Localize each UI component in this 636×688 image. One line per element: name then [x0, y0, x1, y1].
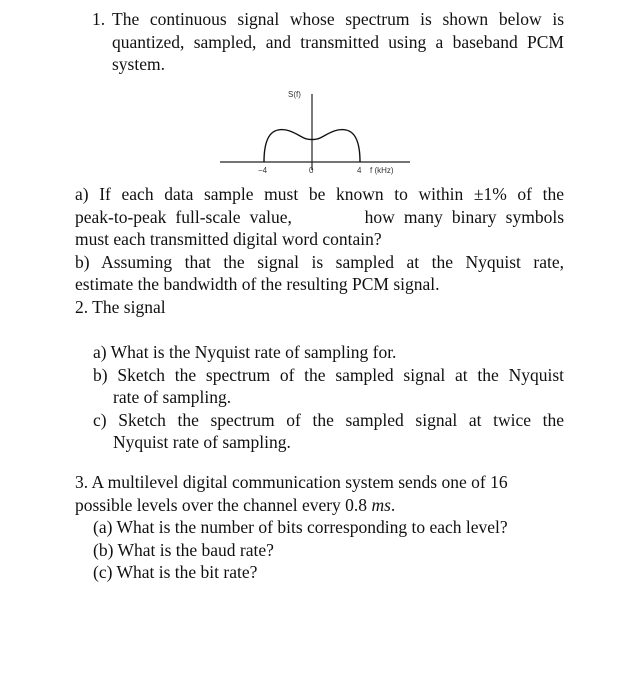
q1b-line-1: b) Assuming that the signal is sampled at the Nyquist rate, — [75, 251, 564, 272]
q1-number: 1. — [92, 9, 106, 29]
spectrum-figure — [220, 90, 420, 180]
q1-intro-line-2: quantized, sampled, and transmitted using a baseband PCM — [112, 31, 564, 52]
q2c-line-2: Nyquist rate of sampling. — [113, 432, 291, 452]
q1-intro-line-3: system. — [112, 54, 165, 74]
q1a-line-1: a) If each data sample must be known to within ±1% of the — [75, 184, 564, 204]
q2b-line-1: b) Sketch the spectrum of the sampled signal at the Nyquist — [93, 364, 564, 385]
q1-parts — [75, 183, 564, 318]
q1-intro — [92, 8, 564, 76]
q3-intro-line-2 — [75, 494, 564, 517]
q2-heading: 2. The signal — [75, 296, 166, 317]
q3-intro-line-1: 3. A multilevel digital communication system sends one of 16 — [75, 472, 508, 492]
q3a: (a) What is the number of bits corresponding to each level? — [93, 517, 508, 537]
q1a-line-2: peak-to-peak full-scale value, how many binary symbols — [75, 206, 564, 227]
y-axis-label: S(f) — [288, 90, 301, 99]
q3-intro-line-2-end: . — [390, 494, 396, 515]
tick-label-zero: 0 — [309, 166, 314, 175]
q2a: a) What is the Nyquist rate of sampling for. — [93, 342, 397, 362]
q3c: (c) What is the bit rate? — [93, 562, 258, 582]
q3b: (b) What is the baud rate? — [93, 539, 274, 560]
q1b-line-2: estimate the bandwidth of the resulting PCM signal. — [75, 274, 440, 294]
q2-parts — [93, 341, 564, 454]
q3-intro-line-2-text: possible levels over the channel every 0.8 — [75, 494, 372, 515]
q3-unit-ms: ms — [371, 494, 391, 515]
x-axis-label: f (kHz) — [370, 166, 394, 175]
q2b-line-2: rate of sampling. — [113, 387, 232, 407]
tick-label-neg4: −4 — [258, 166, 268, 175]
q1a-line-3: must each transmitted digital word contain? — [75, 229, 382, 249]
tick-label-pos4: 4 — [357, 166, 362, 175]
q3-intro — [75, 471, 564, 516]
q1-intro-line-1: The continuous signal whose spectrum is shown below is — [112, 9, 564, 29]
q3-parts — [93, 516, 564, 584]
q2c-line-1: c) Sketch the spectrum of the sampled signal at twice the — [93, 409, 564, 430]
